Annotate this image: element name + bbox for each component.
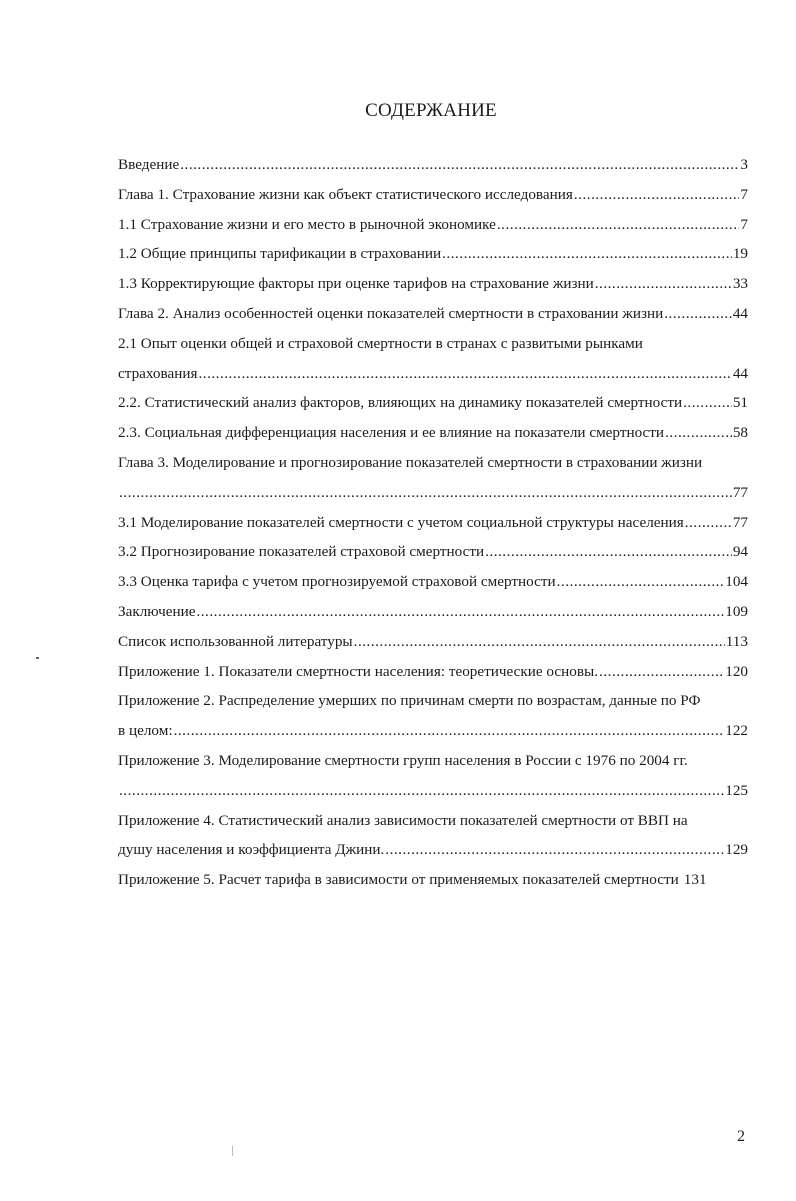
toc-leader xyxy=(174,716,725,746)
toc-entry-text: в целом: xyxy=(118,722,173,740)
toc-leader xyxy=(683,388,732,418)
toc-entry-text: страхования xyxy=(118,364,198,382)
toc-entry-page: 129 xyxy=(725,841,748,859)
toc-leader xyxy=(198,359,731,389)
toc-entry-text: Глава 1. Страхование жизни как объект статистического исследования xyxy=(118,185,573,203)
toc-entry xyxy=(118,865,748,895)
toc-leader xyxy=(497,210,740,240)
toc-entry-text: Приложение 1. Показатели смертности населения: теоретические основы. xyxy=(118,662,599,680)
toc-entry-text: Заключение xyxy=(118,602,196,620)
toc-entry-text: 3.2 Прогнозирование показателей страховой смертности xyxy=(118,543,485,561)
toc-entry-text: Приложение 2. Распределение умерших по причинам смерти по возрастам, данные по РФ xyxy=(118,692,701,710)
toc-leader xyxy=(685,508,732,538)
toc-entry-page: 113 xyxy=(725,632,748,650)
toc-leader xyxy=(354,627,725,657)
toc-entry-page: 51 xyxy=(732,394,748,412)
toc-entry xyxy=(118,150,748,180)
toc-entry xyxy=(118,508,748,538)
toc-entry xyxy=(118,627,748,657)
toc-entry-text: 1.2 Общие принципы тарификации в страховании xyxy=(118,245,442,263)
toc-entry-text: 2.1 Опыт оценки общей и страховой смертности в странах с развитыми рынками xyxy=(118,334,643,352)
table-of-contents xyxy=(118,150,748,895)
toc-entry-text: 3.1 Моделирование показателей смертности с учетом социальной структуры населения xyxy=(118,513,684,531)
toc-entry xyxy=(118,359,748,389)
toc-entry-page: 77 xyxy=(732,513,748,531)
toc-entry-text: Приложение 3. Моделирование смертности групп населения в России с 1976 по 2004 гг. xyxy=(118,751,688,769)
toc-leader xyxy=(180,150,739,180)
toc-entry-page: 77 xyxy=(732,483,748,501)
toc-entry xyxy=(118,835,748,865)
toc-leader xyxy=(196,597,724,627)
toc-entry xyxy=(118,388,748,418)
toc-leader xyxy=(385,835,724,865)
page-number: 2 xyxy=(737,1128,745,1145)
toc-entry-text: Глава 2. Анализ особенностей оценки показателей смертности в страховании жизни xyxy=(118,304,664,322)
toc-entry-page: 122 xyxy=(725,722,748,740)
toc-entry-page: 3 xyxy=(740,156,748,173)
scan-speck xyxy=(232,1146,233,1156)
toc-leader xyxy=(574,180,740,210)
toc-leader xyxy=(599,657,724,687)
toc-entry-page: 19 xyxy=(732,245,748,263)
toc-entry xyxy=(118,329,748,359)
toc-entry-page: 131 xyxy=(683,871,707,889)
toc-entry-page: 104 xyxy=(725,573,748,591)
toc-leader xyxy=(119,478,732,508)
toc-entry-page: 109 xyxy=(725,602,748,620)
toc-entry xyxy=(118,418,748,448)
toc-entry xyxy=(118,269,748,299)
toc-entry-page: 125 xyxy=(725,781,748,799)
toc-entry xyxy=(118,686,748,716)
toc-entry-page: 44 xyxy=(732,304,748,322)
toc-entry-page: 58 xyxy=(732,424,748,442)
toc-entry-text: Введение xyxy=(118,156,180,173)
toc-leader xyxy=(442,239,732,269)
toc-leader xyxy=(664,299,732,329)
toc-entry-page: 94 xyxy=(732,543,748,561)
toc-entry-text: 1.1 Страхование жизни и его место в рыночной экономике xyxy=(118,215,496,233)
toc-entry-text: Глава 3. Моделирование и прогнозирование показателей смертности в страховании жизни xyxy=(118,453,703,471)
toc-entry xyxy=(118,478,748,508)
toc-entry xyxy=(118,448,748,478)
toc-entry xyxy=(118,746,748,776)
toc-entry-text: 2.2. Статистический анализ факторов, влияющих на динамику показателей смертности xyxy=(118,394,683,412)
toc-entry xyxy=(118,776,748,806)
toc-entry xyxy=(118,716,748,746)
toc-entry-text: Приложение 5. Расчет тарифа в зависимости от применяемых показателей смертности xyxy=(118,871,679,889)
toc-entry-text: 3.3 Оценка тарифа с учетом прогнозируемой страховой смертности xyxy=(118,573,556,591)
toc-leader xyxy=(485,537,732,567)
toc-leader xyxy=(119,776,724,806)
toc-entry-page: 120 xyxy=(725,662,748,680)
scan-speck xyxy=(36,657,39,659)
toc-entry-text: душу населения и коэффициента Джини. xyxy=(118,841,385,859)
toc-entry-page: 7 xyxy=(740,215,748,233)
toc-entry-text: Список использованной литературы xyxy=(118,632,353,650)
toc-leader xyxy=(595,269,732,299)
toc-leader xyxy=(665,418,732,448)
toc-entry xyxy=(118,180,748,210)
toc-leader xyxy=(557,567,725,597)
toc-entry xyxy=(118,806,748,836)
toc-entry xyxy=(118,299,748,329)
toc-entry xyxy=(118,657,748,687)
toc-entry xyxy=(118,567,748,597)
toc-entry xyxy=(118,597,748,627)
toc-entry-text: 2.3. Социальная дифференциация населения и ее влияние на показатели смертности xyxy=(118,424,665,442)
toc-entry-text: 1.3 Корректирующие факторы при оценке тарифов на страхование жизни xyxy=(118,275,594,293)
toc-entry-page: 33 xyxy=(732,275,748,293)
toc-entry-page: 44 xyxy=(732,364,748,382)
toc-entry xyxy=(118,210,748,240)
toc-entry xyxy=(118,537,748,567)
toc-entry-page: 7 xyxy=(740,185,748,203)
toc-entry xyxy=(118,239,748,269)
page-title: СОДЕРЖАНИЕ xyxy=(365,100,497,121)
toc-entry-text: Приложение 4. Статистический анализ зависимости показателей смертности от ВВП на xyxy=(118,811,688,829)
